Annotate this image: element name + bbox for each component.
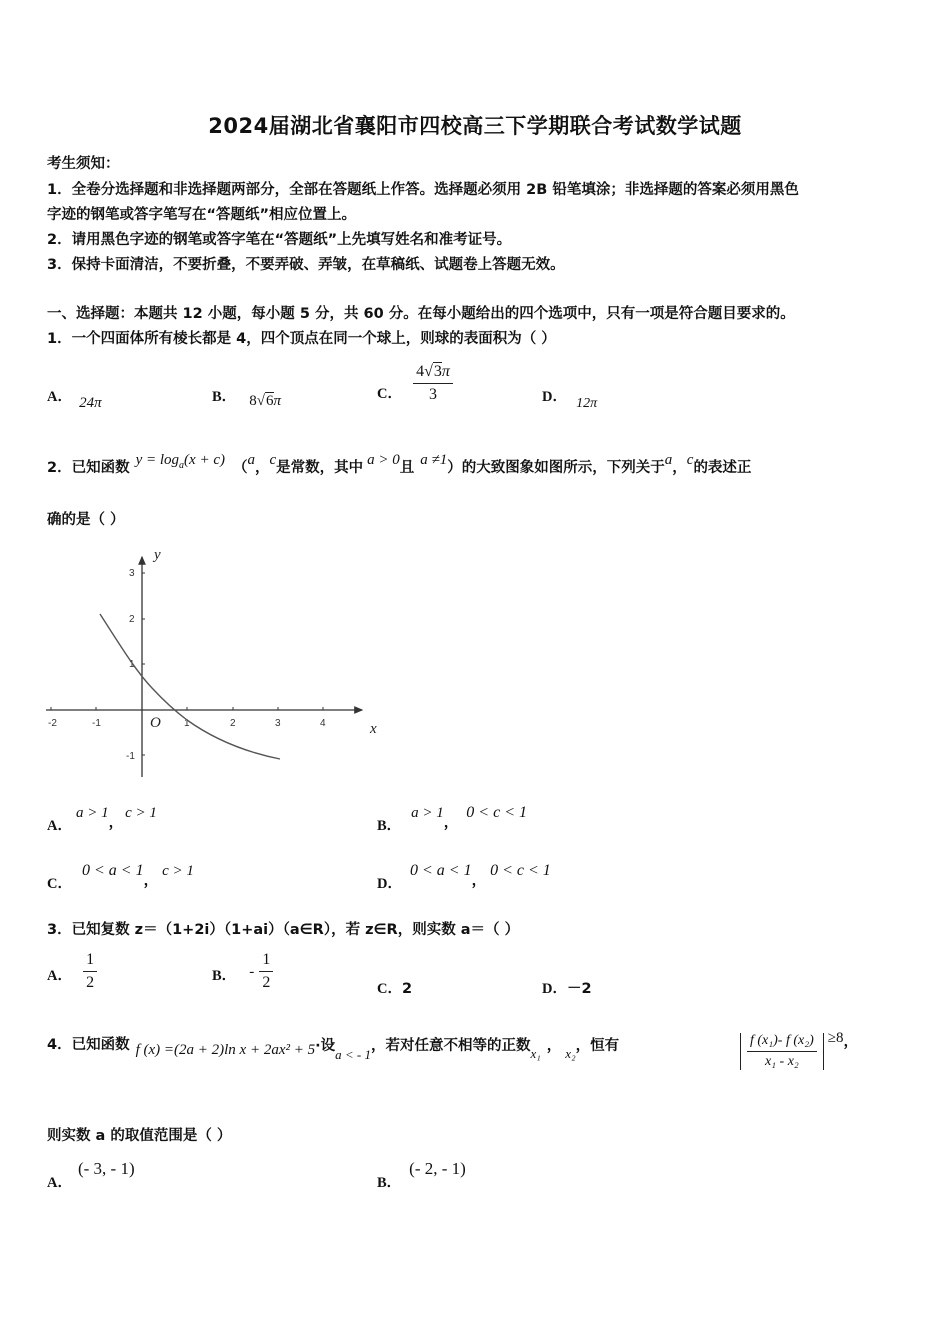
function-expression: f (x) =(2a + 2)ln x + 2ax² + 5 [135,1042,316,1058]
question-2-option-b [377,801,527,834]
condition-a-not-one: a ≠1 [420,452,448,468]
option-condition-c: 0 < c < 1 [490,862,551,879]
x-tick-label: -1 [92,718,101,729]
stem-text: ，若对任意不相等的正数 [371,1038,531,1054]
question-2-stem-line-2: 确的是（ ） [47,512,125,528]
option-radicand: 3 [433,363,442,380]
notice-item-1-line-2: 字迹的钢笔或答字笔写在“答题纸”相应位置上。 [47,207,357,223]
option-condition-a: 0 < a < 1 [81,862,144,879]
option-numerator: 1 [83,951,97,972]
question-1-option-c: C． $\frac{4√3\pi}{3}$ [377,363,453,404]
log-base: a [179,460,185,472]
option-denominator: 2 [86,974,95,991]
option-label: A． [47,389,72,405]
function-argument: (x + c) [184,452,225,468]
option-label: D． [542,981,567,997]
stem-text: ， [254,460,270,476]
stem-text: 的表述正 [693,460,752,476]
stem-text: 4．已知函数 [47,1037,130,1053]
symbol-a: a [247,452,255,468]
option-condition-a: a > 1 [75,805,109,821]
y-tick-label: 3 [129,568,135,579]
stem-text: ， [546,1038,562,1054]
function-graph [40,545,390,785]
option-value: (- 3, - 1) [77,1159,135,1178]
option-label: C． [47,876,72,892]
notice-item-3: 3．保持卡面清洁，不要折叠，不要弄破、弄皱，在草稿纸、试题卷上答题无效。 [47,257,565,273]
stem-text: 且 [399,460,415,476]
option-value: 24π [79,395,102,411]
question-2-stem-line-1 [47,448,752,476]
symbol-c: c [269,452,277,468]
option-pi: π [441,363,450,380]
question-1-option-a [47,385,102,411]
option-denominator: 2 [262,974,271,991]
stem-text: 是常数，其中 [276,460,364,476]
question-2-option-c [47,859,194,892]
option-value: －2 [566,981,592,997]
condition-a: a < - 1 [335,1047,371,1062]
option-coefficient: 4 [416,363,425,380]
y-axis-label: y [154,547,161,563]
option-condition-a: 0 < a < 1 [409,862,472,879]
option-condition-c: 0 < c < 1 [466,804,527,821]
variable-x1: x₁ [530,1046,541,1061]
variable-x2: x₂ [565,1046,576,1061]
option-minus-sign: - [249,964,255,980]
option-label: A． [47,818,72,834]
question-2-option-d [377,859,551,892]
option-label: C． [377,981,402,997]
stem-text: ·设 [315,1038,336,1054]
option-condition-a: a > 1 [411,805,444,821]
question-4-stem-line-1 [47,1034,620,1062]
question-1-option-b: B． 8√6π [212,389,282,409]
y-tick-label: -1 [126,751,135,762]
option-value: 12π [576,396,598,411]
option-value: 2 [401,981,413,997]
symbol-c: c [686,452,694,468]
y-tick-label: 1 [129,659,135,670]
option-label: D． [377,876,402,892]
page-title: 2024届湖北省襄阳市四校高三下学期联合考试数学试题 [208,114,742,138]
option-label: A． [47,1175,72,1191]
function-curve [100,614,280,759]
option-condition-c: c > 1 [125,805,157,821]
option-coefficient: 8 [249,393,257,409]
x-tick-label: 4 [320,718,326,729]
question-4-option-b [377,1158,466,1191]
x-tick-label: 1 [184,718,190,729]
stem-text: ，恒有 [575,1038,620,1054]
condition-a-positive: a > 0 [367,452,400,468]
notice-heading: 考生须知： [47,156,120,172]
notice-item-1-line-1: 1．全卷分选择题和非选择题两部分，全部在答题纸上作答。选择题必须用 2B 铅笔填涂；非选择题的答案必须用黑色 [47,182,799,198]
option-label: D． [542,389,567,405]
option-radicand: 6 [266,393,274,409]
notice-item-2: 2．请用黑色字迹的钢笔或答字笔在“答题纸”上先填写姓名和准考证号。 [47,232,512,248]
inequality: ≥8 [827,1030,844,1046]
fraction-denominator: x₁ - x₂ [764,1054,799,1069]
option-condition-c: c > 1 [162,863,194,879]
question-4-absolute-fraction [740,1030,858,1070]
fraction-numerator: f (x₁)- f (x₂) [747,1033,817,1052]
option-label: B． [377,1175,402,1191]
function-expression: y = log [135,452,180,468]
question-4-stem-line-2: 则实数 a 的取值范围是（ ） [47,1128,232,1144]
x-tick-label: -2 [48,718,57,729]
stem-text: ， [672,460,687,476]
option-separator: ， [443,815,459,831]
option-denominator: 3 [428,386,437,403]
question-1-stem: 1．一个四面体所有棱长都是 4，四个顶点在同一个球上，则球的表面积为（ ） [47,331,556,347]
symbol-a: a [664,452,673,468]
question-3-stem: 3．已知复数 z＝（1+2i）（1+ai）（a∈R），若 z∈R，则实数 a＝（ ） [47,922,520,938]
stem-text: （ [232,460,248,476]
option-label: B． [377,818,402,834]
option-separator: ， [143,873,159,889]
question-3-option-d [542,977,592,998]
x-axis-label: x [370,721,377,737]
option-label: B． [212,389,237,405]
option-separator: ， [108,815,124,831]
question-3-option-b [212,951,273,992]
question-3-option-c [377,977,412,998]
option-pi: π [273,393,282,409]
stem-text: ）的大致图象如图所示，下列关于 [447,460,665,476]
stem-text: ， [843,1034,858,1050]
question-1-option-d [542,385,598,411]
option-separator: ， [471,873,487,889]
option-numerator: 1 [259,951,273,972]
option-label: B． [212,968,237,984]
stem-text: 2．已知函数 [47,460,130,476]
x-tick-label: 3 [275,718,281,729]
origin-label: O [150,715,161,731]
question-3-option-a [47,951,97,992]
section-heading: 一、选择题：本题共 12 小题，每小题 5 分，共 60 分。在每小题给出的四个选项中，只有一项是符合题目要求的。 [47,306,795,322]
option-label: A． [47,968,72,984]
question-4-option-a [47,1158,135,1191]
y-tick-label: 2 [129,614,135,625]
question-2-option-a [47,801,157,834]
option-label: C． [377,386,402,402]
x-tick-label: 2 [230,718,236,729]
option-value: (- 2, - 1) [409,1159,466,1178]
